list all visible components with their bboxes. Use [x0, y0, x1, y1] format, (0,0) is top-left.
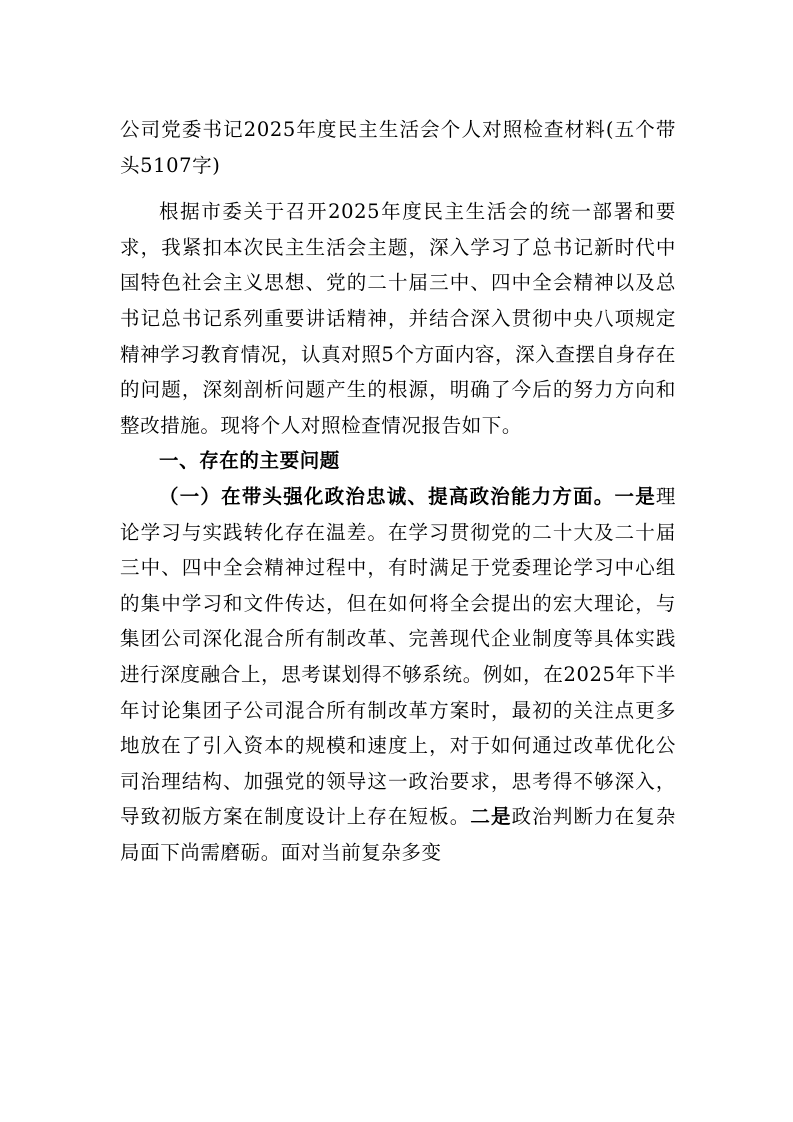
- intro-paragraph: 根据市委关于召开2025年度民主生活会的统一部署和要求，我紧扣本次民主生活会主题，深入学习了总书记新时代中国特色社会主义思想、党的二十届三中、四中全会精神以及总书记总书记系列重要讲话精神，并结合深入贯彻中央八项规定精神学习教育情况，认真对照5个方面内容，深入查摆自身存在的问题，深刻剖析问题产生的根源，明确了今后的努力方向和整改措施。现将个人对照检查情况报告如下。: [120, 200, 676, 437]
- document-title: 公司党委书记2025年度民主生活会个人对照检查材料(五个带头5107字): [120, 118, 676, 177]
- section-heading: 一、存在的主要问题: [159, 449, 340, 473]
- subsection-paragraph: [120, 479, 676, 871]
- document-body: [120, 112, 676, 870]
- point1-label: 一是: [614, 484, 656, 508]
- point1-text: 理论学习与实践转化存在温差。在学习贯彻党的二十大及二十届三中、四中全会精神过程中，有时满足于党委理论学习中心组的集中学习和文件传达，但在如何将全会提出的宏大理论，与集团公司深化混合所有制改革、完善现代企业制度等具体实践进行深度融合上，思考谋划得不够系统。例如，在2025年下半年讨论集团子公司混合所有制改革方案时，最初的关注点更多地放在了引入资本的规模和速度上，对于如何通过改革优化公司治理结构、加强党的领导这一政治要求，思考得不够深入，导致初版方案在制度设计上存在短板。: [120, 484, 677, 829]
- subsection-heading: （一）在带头强化政治忠诚、提高政治能力方面。: [159, 484, 615, 508]
- point2-text: 政治判断力在复杂局面下尚需磨砺。面对当前复杂多变: [120, 805, 677, 864]
- point2-label: 二是: [470, 805, 512, 829]
